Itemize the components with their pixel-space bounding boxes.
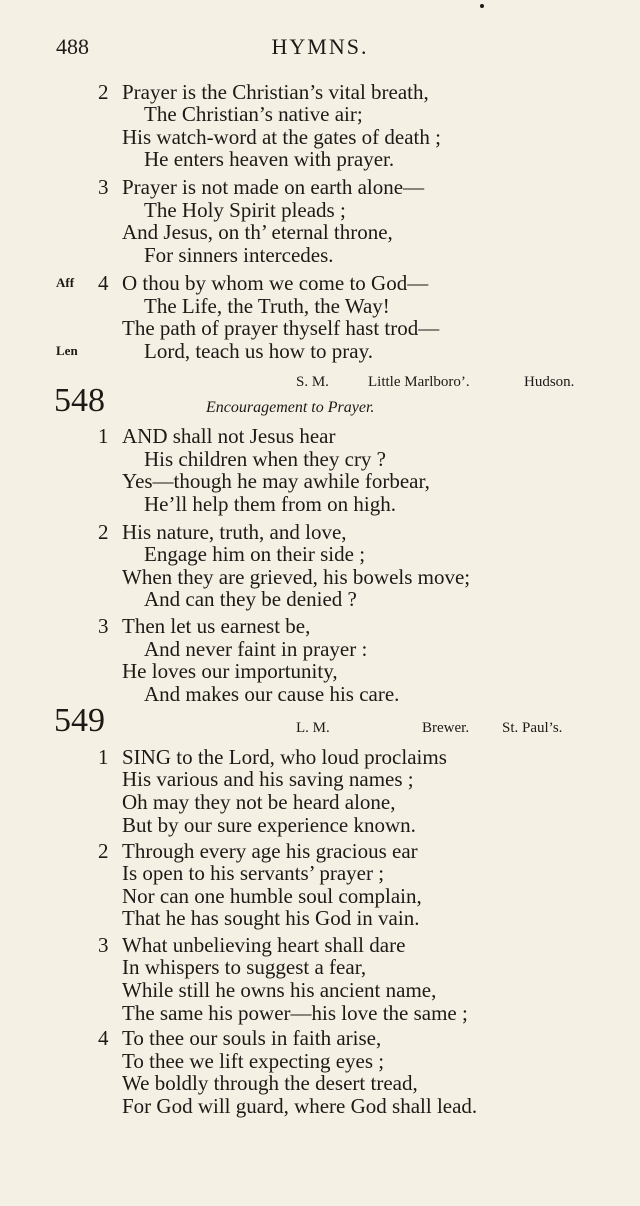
- verse-line: And Jesus, on th’ eternal throne,: [122, 220, 393, 244]
- verse-line: We boldly through the desert tread,: [122, 1071, 418, 1095]
- verse-line: SING to the Lord, who loud proclaims: [122, 745, 447, 769]
- verse-line: What unbelieving heart shall dare: [122, 933, 406, 957]
- verse-line: Engage him on their side ;: [144, 542, 366, 566]
- verse-line: Is open to his servants’ prayer ;: [122, 861, 385, 885]
- verse-line: In whispers to suggest a fear,: [122, 955, 367, 979]
- page-number: 488: [56, 34, 89, 59]
- hymn-composer: Hudson.: [524, 374, 575, 390]
- verse-line: Oh may they not be heard alone,: [122, 790, 396, 814]
- verse-line: Prayer is not made on earth alone—: [122, 175, 425, 199]
- page-header: [0, 34, 640, 64]
- verse-line: O thou by whom we come to God—: [122, 271, 429, 295]
- verse-line: That he has sought his God in vain.: [122, 906, 420, 930]
- verse-line: And never faint in prayer :: [144, 637, 368, 661]
- verse-number: 4: [98, 271, 109, 295]
- verse-line: When they are grieved, his bowels move;: [122, 565, 471, 589]
- verse-line: His various and his saving names ;: [122, 767, 414, 791]
- verse-number: 4: [98, 1026, 109, 1050]
- verse-number: 2: [98, 80, 109, 104]
- verse-number: 2: [98, 520, 109, 544]
- verse-line: The same his power—his love the same ;: [122, 1001, 468, 1025]
- verse-line: While still he owns his ancient name,: [122, 978, 437, 1002]
- verse-line: Through every age his gracious ear: [122, 839, 418, 863]
- verse-line: And makes our cause his care.: [144, 682, 400, 706]
- hymn-number: 548: [54, 382, 105, 419]
- hymn-subtitle: Encouragement to Prayer.: [206, 399, 375, 416]
- verse-line: For God will guard, where God shall lead.: [122, 1094, 478, 1118]
- verse-line: The Holy Spirit pleads ;: [144, 198, 346, 222]
- verse-line: To thee our souls in faith arise,: [122, 1026, 382, 1050]
- hymn-tune: St. Paul’s.: [502, 720, 563, 736]
- verse-line: His watch-word at the gates of death ;: [122, 125, 441, 149]
- verse-line: AND shall not Jesus hear: [122, 424, 336, 448]
- print-speck: [480, 4, 484, 8]
- verse-line: To thee we lift expecting eyes ;: [122, 1049, 385, 1073]
- running-title: HYMNS.: [271, 34, 369, 59]
- verse-line: He’ll help them from on high.: [144, 492, 396, 516]
- verse-line: His children when they cry ?: [144, 447, 387, 471]
- verse-number: 3: [98, 175, 109, 199]
- verse-number: 3: [98, 614, 109, 638]
- hymn-meter: L. M.: [296, 720, 330, 736]
- verse-line: He loves our importunity,: [122, 659, 338, 683]
- verse-line: Then let us earnest be,: [122, 614, 311, 638]
- hymn-number: 549: [54, 702, 105, 739]
- verse-number: 1: [98, 745, 109, 769]
- verse-line: His nature, truth, and love,: [122, 520, 347, 544]
- verse-number: 3: [98, 933, 109, 957]
- hymn-tune: Brewer.: [422, 720, 470, 736]
- verse-line: And can they be denied ?: [144, 587, 357, 611]
- verse-line: Nor can one humble soul complain,: [122, 884, 422, 908]
- verse-line: Lord, teach us how to pray.: [144, 339, 373, 363]
- verse-line: The path of prayer thyself hast trod—: [122, 316, 440, 340]
- verse-number: 2: [98, 839, 109, 863]
- margin-note-aff: Aff: [56, 275, 75, 290]
- verse-line: Yes—though he may awhile forbear,: [122, 469, 430, 493]
- verse-line: For sinners intercedes.: [144, 243, 334, 267]
- verse-line: But by our sure experience known.: [122, 813, 416, 837]
- verse-line: The Christian’s native air;: [144, 102, 363, 126]
- verse-line: Prayer is the Christian’s vital breath,: [122, 80, 429, 104]
- verse-line: He enters heaven with prayer.: [144, 147, 395, 171]
- verse-number: 1: [98, 424, 109, 448]
- margin-note-len: Len: [56, 343, 78, 358]
- hymn-meter: S. M.: [296, 374, 329, 390]
- verse-line: The Life, the Truth, the Way!: [144, 294, 390, 318]
- hymn-tune: Little Marlboro’.: [368, 374, 470, 390]
